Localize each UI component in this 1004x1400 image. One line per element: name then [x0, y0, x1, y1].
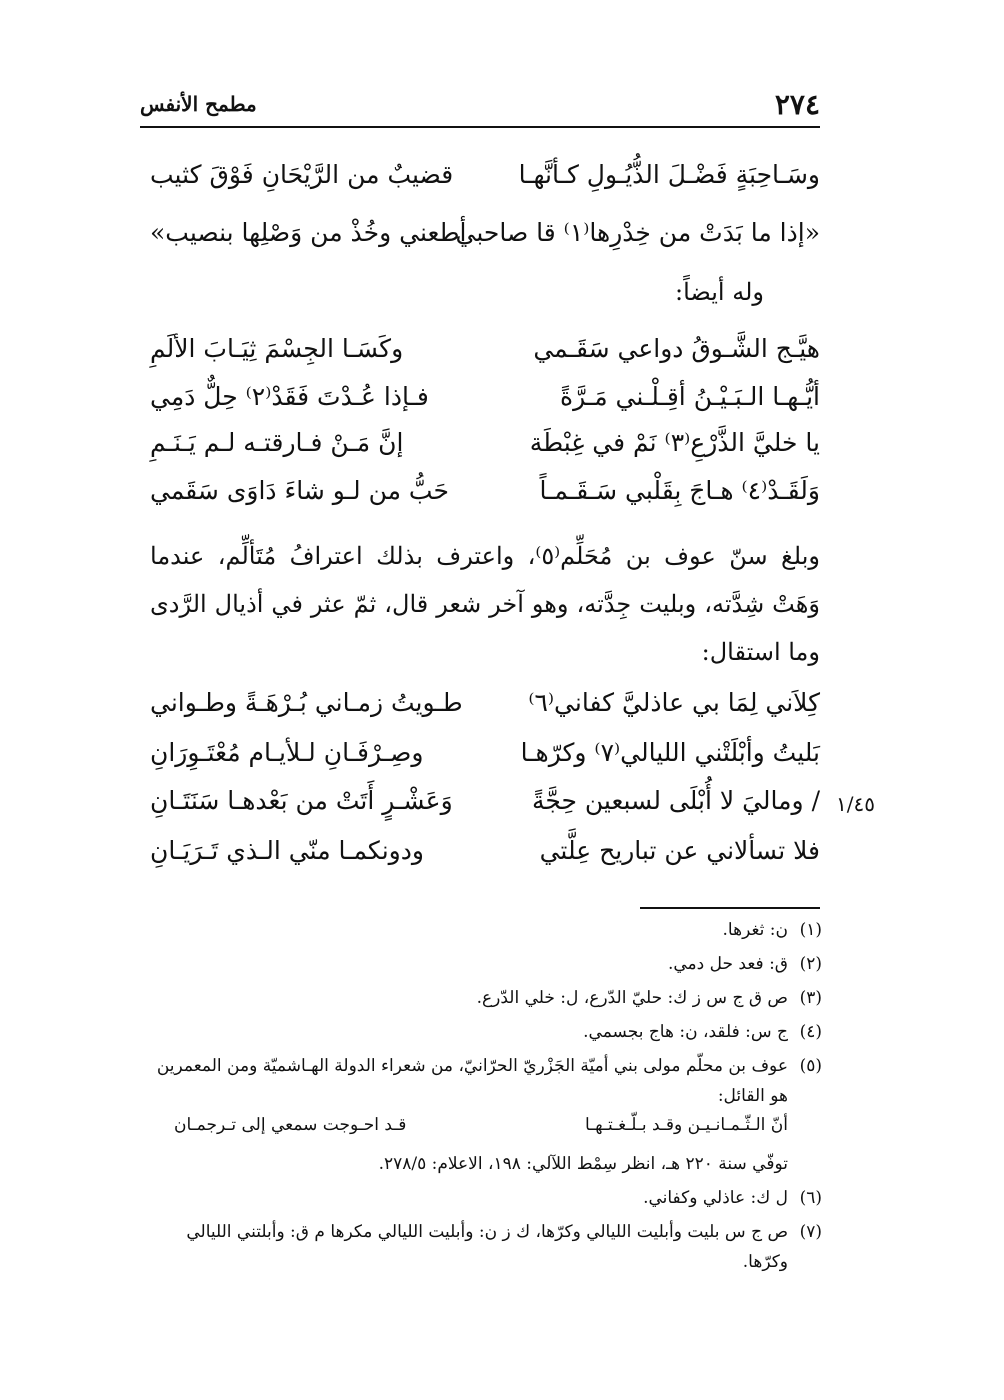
- verse-line: [150, 688, 820, 738]
- footnotes: [150, 915, 822, 1281]
- footnote-number: (٥): [799, 1056, 822, 1076]
- verse-first-hemistich: يا خليَّ الذَّرْعِ⁽٣⁾ نَمْ في غِبْطَة: [529, 428, 820, 457]
- verse-second-hemistich: طـويتُ زمـاني بُـرْهَـةً وطـواني: [150, 688, 463, 717]
- footnote-number: (٣): [799, 988, 822, 1008]
- footnote-number: (٢): [799, 954, 822, 974]
- footnote: [150, 1183, 822, 1213]
- manuscript-folio-marker: ١/٤٥: [836, 792, 875, 816]
- verse-line: [150, 218, 820, 268]
- verse-second-hemistich: وصِـرْفَـانِ لـلأيـام مُعْتَـوِرَانِ: [150, 738, 424, 767]
- footnote-verse-second: قـد احـوجت سمعي إلى تـرجمـان: [174, 1115, 407, 1135]
- verse-first-hemistich: / وماليَ لا أُبْلَى لسبعين حِجَّةً: [531, 786, 820, 815]
- poem-intro: وله أيضاً:: [675, 278, 764, 306]
- verse-first-hemistich: أيُّـهـا الـبَـيْـنُ أقِـلْـني مَـرَّةً: [560, 382, 820, 411]
- verse-second-hemistich: وَعَشْـرٍ أَتَتْ من بَعْدهـا سَنَتَـانِ: [150, 786, 453, 815]
- footnote: [150, 915, 822, 945]
- verse-second-hemistich: قضيبٌ من الرَّيْحَانِ فَوْقَ كثيب: [150, 160, 454, 189]
- verse-second-hemistich: إنَّ مَـنْ فـارقتـه لـم يَـنَـمِ: [150, 428, 404, 457]
- header-rule: [140, 126, 820, 128]
- verse-line: [150, 160, 820, 210]
- verse-first-hemistich: وَلَقَـدْ⁽٤⁾ هـاجَ بِقَلْبي سَـقَـمـاً: [539, 476, 820, 505]
- verse-first-hemistich: هيَّـج الشَّـوقُ دواعي سَقَـمي: [533, 334, 820, 363]
- footnote-number: (١): [799, 920, 822, 940]
- verse-second-hemistich: أطعني وخُذْ من وَصْلِها بنصيب»: [150, 218, 467, 247]
- footnote-text: ص ق ج س ز ك: حليّ الدّرع، ل: خلي الدّرع.: [476, 988, 788, 1008]
- verse-line: [150, 382, 820, 432]
- footnote-text: ج س: فلقد، ن: هاج بجسمي.: [583, 1022, 788, 1042]
- footnote-text: عوف بن محلّم مولى بني أميّة الجَزْريّ الحرّانيّ، من شعراء الدولة الهـاشميّة ومن المعمرين هو القائل:: [156, 1056, 788, 1106]
- verse-second-hemistich: فـإذا عُـدْتَ فَقَدْ⁽٢⁾ حِلٌّ دَمِي: [150, 382, 429, 411]
- footnote: [150, 1017, 822, 1047]
- footnote-rule: [640, 907, 820, 909]
- verse-line: [150, 428, 820, 478]
- footnote-number: (٦): [799, 1188, 822, 1208]
- verse-first-hemistich: كِلاَني لِمَا بي عاذليَّ كفاني⁽٦⁾: [528, 688, 820, 717]
- footnote-text: ق: فعد حل دمي.: [667, 954, 788, 974]
- footnote-continuation: [150, 1149, 822, 1179]
- prose-paragraph: وبلغ سنّ عوف بن مُحَلِّم⁽٥⁾، واعترف بذلك اعترافُ مُتَألِّم، عندما وَهَتْ شِدَّته، وبليت جِدَّته، وهو آخر شعر قال، ثمّ عثر في أذيال الرَّدى وما استقال:: [150, 542, 820, 666]
- footnote: [150, 949, 822, 979]
- verse-first-hemistich: وسَـاحِبَةٍ فَضْـلَ الذُّيُـولِ كـأنَّهـا: [518, 160, 820, 189]
- footnote-verse: [150, 1115, 822, 1145]
- footnote: [150, 1051, 822, 1111]
- footnote-verse-first: أنّ الـثّـمـانـيـن وقـد بـلّـغـتـهـا: [584, 1115, 788, 1135]
- verse-second-hemistich: وكَسَـا الجِسْمَ ثِيَـابَ الألَمِ: [150, 334, 404, 363]
- verse-first-hemistich: فلا تسألاني عن تباريح عِلَّتي: [539, 836, 820, 865]
- verse-second-hemistich: حَبُّ من لـو شاءَ دَاوَى سَقَمي: [150, 476, 449, 505]
- footnote-text: توفّي سنة ٢٢٠ هـ، انظر سِمْط اللآلي: ١٩٨، الاعلام: ٢٧٨/٥.: [378, 1154, 788, 1174]
- page-header: [140, 88, 820, 126]
- verse-line: [150, 738, 820, 788]
- verse-line: [150, 786, 820, 836]
- footnote-number: (٧): [799, 1222, 822, 1242]
- footnote-text: ن: ثغرها.: [722, 920, 788, 940]
- verse-line: [150, 334, 820, 384]
- verse-second-hemistich: ودونكمـا منّي الـذي تَـرَيَـانِ: [150, 836, 424, 865]
- footnote-text: ص ج س بليت وأبليت الليالي وكرّها، ك ز ن: وأبليت الليالي مكرها م ق: وأبلتني الليالي وكرّها.: [186, 1222, 788, 1272]
- running-title: مطمح الأنفس: [140, 92, 257, 116]
- page-number: ٢٧٤: [774, 88, 820, 121]
- footnote: [150, 1217, 822, 1277]
- footnote-text: ل ك: عاذلي وكفاني.: [643, 1188, 788, 1208]
- footnote-number: (٤): [799, 1022, 822, 1042]
- verse-line: [150, 836, 820, 886]
- verse-first-hemistich: بَليتُ وأبْلَتْني الليالي⁽٧⁾ وكرّهـا: [520, 738, 820, 767]
- verse-line: [150, 476, 820, 526]
- footnote: [150, 983, 822, 1013]
- verse-first-hemistich: «إذا ما بَدَتْ من خِدْرِها⁽١⁾ قا صاحبي: [455, 218, 820, 247]
